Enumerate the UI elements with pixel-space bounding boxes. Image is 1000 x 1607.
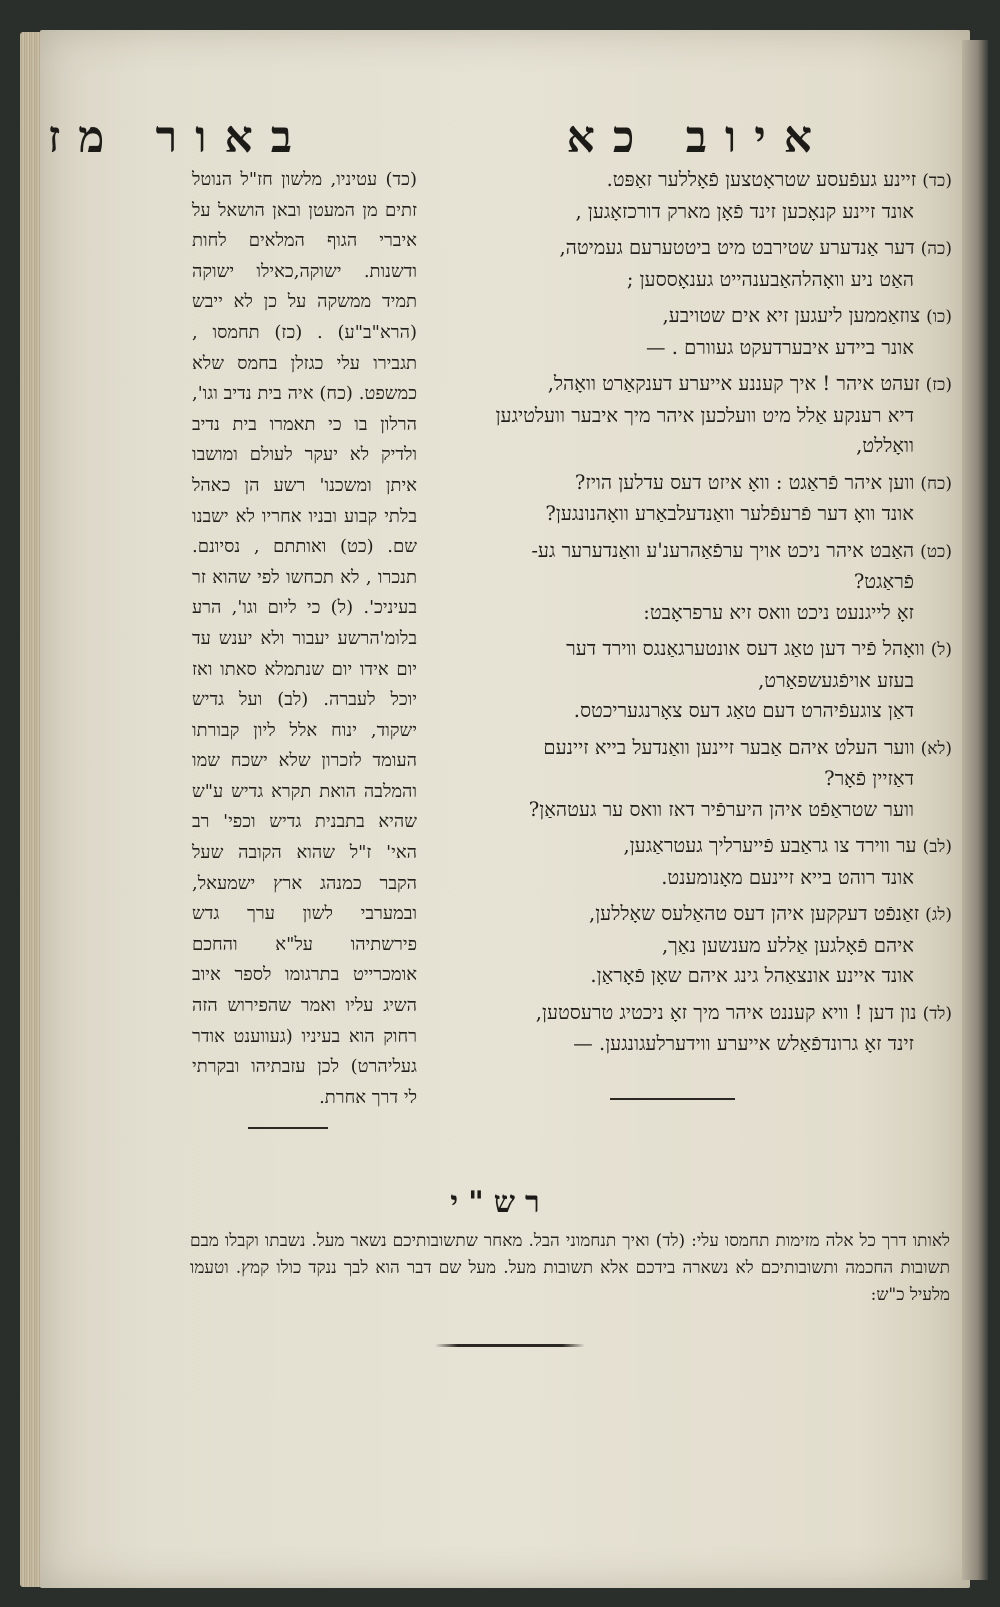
verse-number: (כד) <box>922 171 952 191</box>
verse-line: ווער העלט איהם אַבער זיינען וואַנדעל בייא זיינעם <box>543 735 915 759</box>
rashi-heading: רש"י <box>450 1185 550 1220</box>
verse-line: אונר ביידע איבערדעקט געוורם . — <box>646 335 914 359</box>
verse-line: ער ווירד צו גראַבע פֿייערליך געטראַגען, <box>623 834 917 857</box>
verse-number: (לב) <box>922 837 952 857</box>
verse-34 <box>432 998 952 1060</box>
verse-number: (כו) <box>926 307 952 327</box>
verse-line: האַבט איהר ניכט אויך ערפֿאַהרענ'ע וואַנדערער גע- <box>531 538 915 562</box>
commentary-column: (כד) עטיניו, מלשון חז"ל הנוטל זתים מן המעטן ובאן הושאל על איברי הגוף המלאים לחות ודשנות. ישוקה,כאילו ישוקה תמיד ממשקה על כן לא ייבש (הרא"ב"ע) . (כז) תחמסו , תגבירו עלי כגזלן בחמס שלא כמשפט. (כח) איה בית נדיב וגו', הרלון בו כי תאמרו בית נדיב ולדיק לא יעקר לעולם ומושבו איתן ומשכנו' רשע הן כאהל בלתי קבוע ובניו אחריו לא ישבנו שם. (כט) ואותתם , נסיונם. תנכרו , לא תכחשו לפי שהוא זר בעיניכ'. (ל) כי ליום וגו', הרע בלומ'הרשע יעבור ולא יענש עד יום אידו יום שנתמלא סאתו ואז יוכל לעברה. (לב) ועל גדיש ישקוד, ינוח אלל ליון קבורתו העומד לזכרון שלא ישכח שמו והמלבה הואת תקרא גדיש ע"ש שהיא בתבנית גדיש וכפי' רב האי' ז"ל שהוא הקובה שעל הקבר כמנהג ארץ ישמעאל, ובמערבי לשון ערך גדש פירשתיהו על"א והחכם אומכרייט בתרגומו לספר איוב השיג עליו ואמר שהפירוש הזה רחוק הוא בעיניו (געווענט אודר געליהרט) לכן עזבתיהו ובקרתי לי דרך אחרת. <box>192 169 417 1108</box>
verse-32 <box>432 831 952 893</box>
verse-number: (לא) <box>920 738 952 759</box>
verse-line: ווער שטראַפֿט איהן היערפֿיר דאז וואס ער געטהאַן? <box>528 797 914 821</box>
verse-29 <box>432 536 952 629</box>
verse-line: נון דען ! וויא קעננט איהר מיך זאָ ניכטיג טרעסטען, <box>535 1000 917 1024</box>
verse-31 <box>432 733 952 826</box>
verse-line: דיא רענקע אַלל מיט וועלכען איהר מיך איבער וועלטיגען <box>495 403 914 427</box>
verse-28 <box>432 468 952 530</box>
verse-line: זעהט איהר ! איך קעננע אייערע דענקאַרט וואָהל, <box>547 372 920 395</box>
verse-number: (לד) <box>922 1003 952 1024</box>
verse-line: זאָ לייגנעט ניכט וואס זיא ערפראָבט: <box>643 600 914 624</box>
verse-line: זאַנפֿט דעקקען איהן דעס טהאַלעס שאָללען, <box>589 902 920 925</box>
verse-number: (כז) <box>925 375 952 395</box>
verse-26 <box>432 301 952 363</box>
verse-line: צוזאַממען ליעגען זיא אים שטויבע, <box>662 304 921 327</box>
book-binding-edge <box>962 40 988 1580</box>
verse-24 <box>432 165 952 227</box>
verse-line: אונד וואָ דער פֿרעפֿלער וואַנדעלבאַרע וואָהנונגען? <box>545 502 914 525</box>
verse-line: זינד זאָ גרונדפֿאַלש אייערע ווידערלעגונגען. — <box>573 1032 914 1055</box>
verse-number: (כה) <box>920 239 952 259</box>
verse-line: פֿראַגט? <box>853 570 914 593</box>
verse-line: אונד איינע אונצאַהל גינג איהם שאָן פֿאָראַן. <box>590 964 914 987</box>
bottom-divider <box>435 1344 585 1347</box>
verse-line: אונד רוהט בייא זיינעם מאָנומענט. <box>661 865 914 889</box>
verse-number: (כט) <box>920 541 952 562</box>
section-divider <box>610 1098 735 1100</box>
verse-27 <box>432 369 952 462</box>
page-title-main: איוב כא <box>566 112 830 163</box>
verse-line: איהם פֿאָלגען אַללע מענשען נאַך, <box>661 933 914 957</box>
verse-line: דער אַנדערע שטירבט מיט ביטטערעם געמיטה, <box>559 236 915 259</box>
verse-33 <box>432 899 952 992</box>
verse-line: בעזע אויפֿגעשפאַרט, <box>758 668 914 692</box>
verse-number: (ל) <box>930 640 952 660</box>
verse-line: ווען איהר פֿראַגט : וואָ איזט דעס עדלען הויז? <box>574 470 915 494</box>
verse-line: דאַן צוגעפֿיהרט דעם טאַג דעס צאָרנגעריכטס. <box>573 699 914 722</box>
verse-number: (כח) <box>920 473 952 494</box>
verse-number: (לג) <box>925 905 952 925</box>
verse-line: וואָהל פֿיר דען טאַג דעס אונטערגאַנגס ווירד דער <box>566 637 925 660</box>
book-page-edges <box>20 32 42 1587</box>
page-title-commentary: באור מז <box>48 112 310 163</box>
verse-line: האַט ניע וואָהלהאַבענהייט גענאָססען ; <box>626 267 914 291</box>
main-translation-column <box>432 165 952 1066</box>
verse-line: אונד זיינע קנאָכען זינד פֿאָן מארק דורכזאָגען , <box>575 199 914 223</box>
verse-25 <box>432 233 952 295</box>
verse-line: זיינע געפֿעסע שטראָטצען פֿאָללער זאַפּט. <box>606 168 917 191</box>
verse-line: דאַזיין פֿאָר? <box>824 767 914 790</box>
verse-line: וואָללט, <box>856 434 914 457</box>
verse-30 <box>432 634 952 727</box>
commentary-divider <box>248 1127 328 1129</box>
rashi-text: לאותו דרך כל אלה מזימות תחמסו עלי: (לד) ואיך תנחמוני הבל. מאחר שתשובותיכם נשאר מעל. נשבתו וקבלו מבם תשובות החכמה ותשובותיכם לא נשארה בידכם אלא תשובות מעל. מעל שם דבר הוא לבך ננקד כולו קמץ. וטעמו מלעיל כ"ש: <box>190 1231 950 1305</box>
